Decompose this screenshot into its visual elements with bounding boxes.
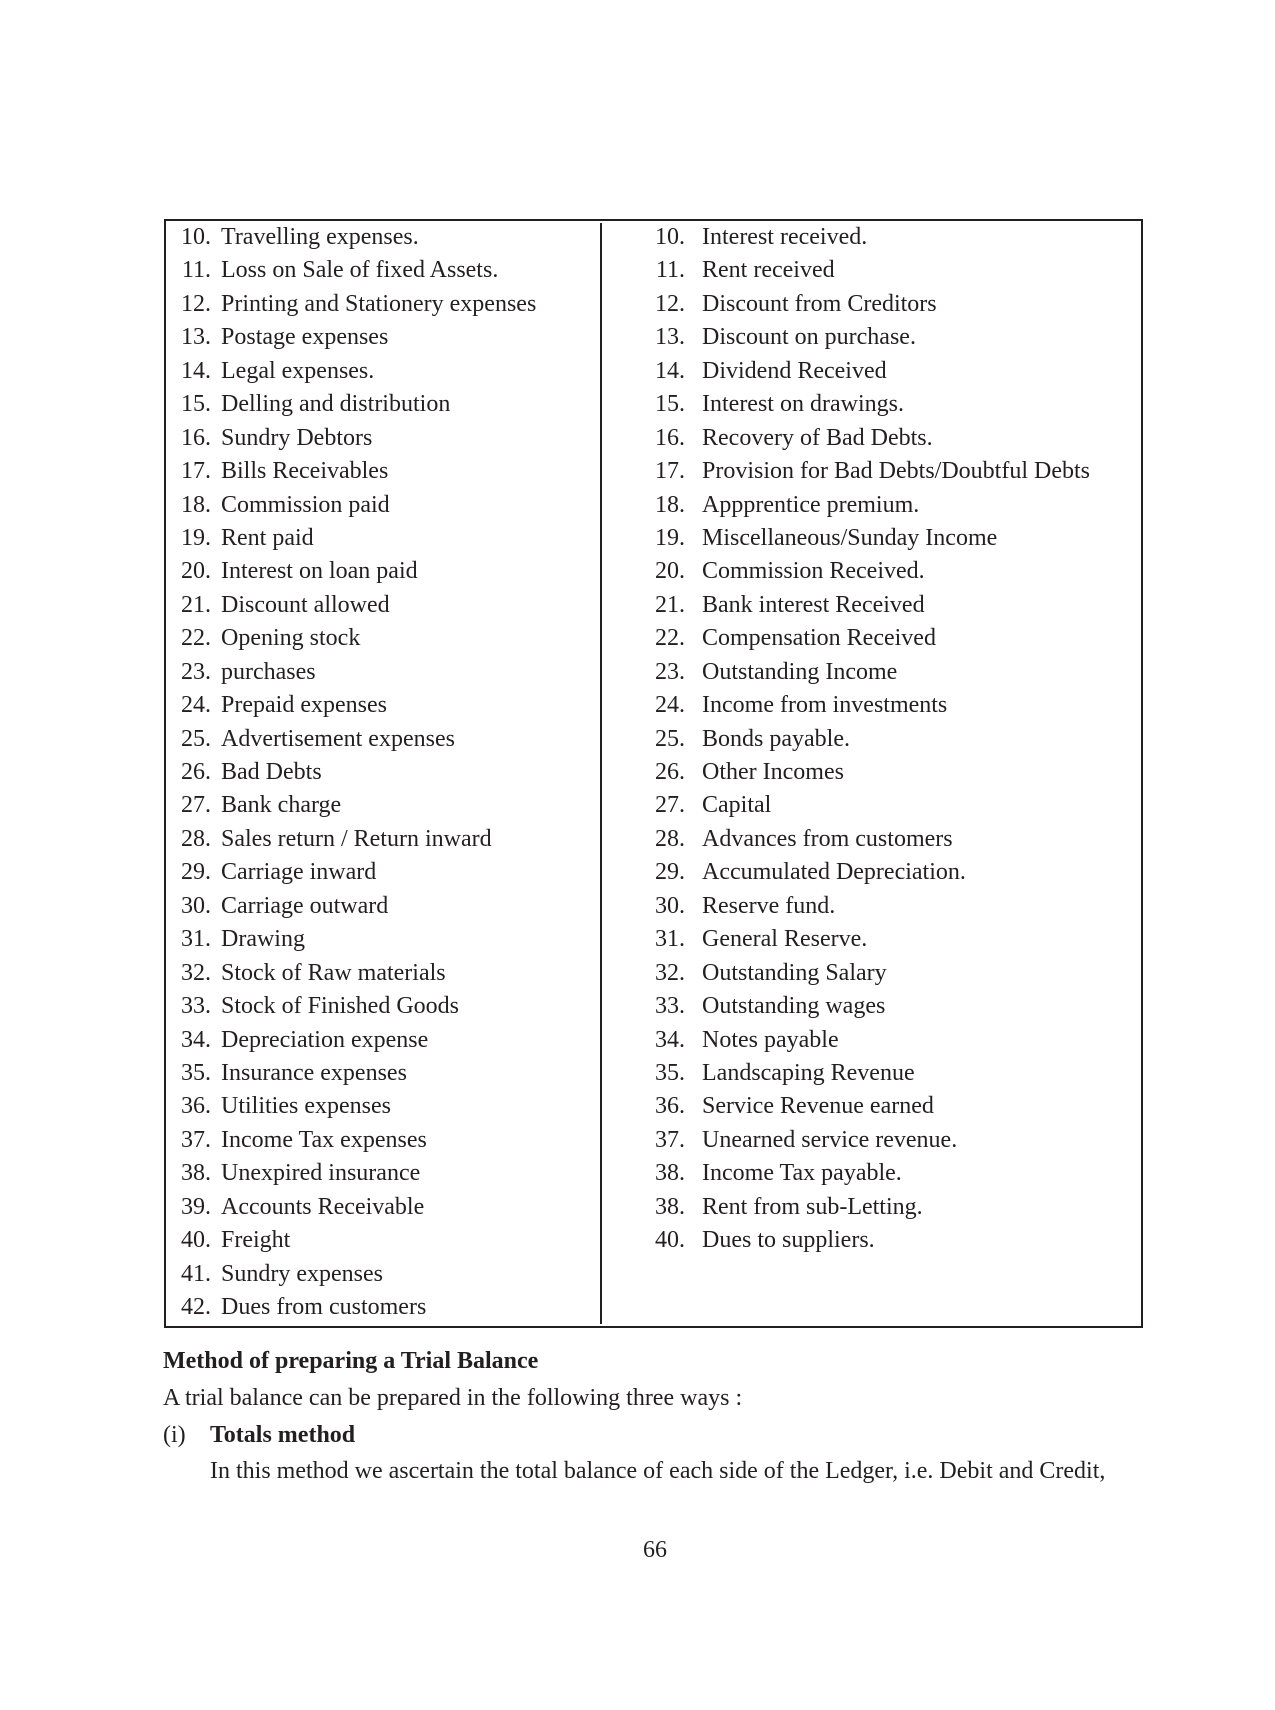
- item-number: 35.: [655, 1059, 685, 1086]
- list-item: [652, 254, 1090, 287]
- item-number: 37.: [655, 1126, 685, 1153]
- item-label: Loss on Sale of fixed Assets.: [221, 257, 499, 284]
- item-label: Outstanding wages: [702, 993, 886, 1020]
- list-item: [652, 288, 1090, 321]
- item-number: 31.: [181, 926, 211, 953]
- item-number: 26.: [181, 759, 211, 785]
- item-number: 17.: [655, 458, 685, 485]
- item-number: 36.: [181, 1093, 211, 1120]
- item-label: Bonds payable.: [702, 725, 850, 752]
- item-label: Income from investments: [702, 692, 948, 719]
- list-item: [178, 1224, 536, 1257]
- item-label: Drawing: [221, 926, 305, 953]
- item-label: Bills Receivables: [221, 458, 389, 485]
- item-number: 24.: [181, 692, 211, 719]
- item-label: Unexpired insurance: [221, 1160, 421, 1187]
- item-number: 36.: [655, 1093, 685, 1120]
- item-label: Postage expenses: [221, 324, 389, 351]
- item-label: Opening stock: [221, 625, 361, 652]
- debit-accounts-column: [178, 221, 536, 1324]
- item-number: 38.: [181, 1160, 211, 1187]
- item-label: Sundry expenses: [221, 1260, 383, 1287]
- item-label: Rent received: [702, 257, 835, 284]
- item-label: Service Revenue earned: [702, 1093, 934, 1120]
- list-item: [652, 823, 1090, 856]
- item-label: Discount allowed: [221, 591, 390, 618]
- item-number: 42.: [181, 1294, 211, 1320]
- item-number: 30.: [181, 892, 211, 919]
- list-item: [178, 288, 536, 321]
- item-number: 40.: [655, 1227, 685, 1254]
- list-item: [178, 1057, 536, 1090]
- item-number: 31.: [655, 926, 685, 953]
- list-item: [652, 555, 1090, 588]
- list-item: [652, 321, 1090, 354]
- item-number: 38.: [655, 1193, 685, 1220]
- method-title: Totals method: [210, 1422, 356, 1448]
- item-label: Carriage outward: [221, 892, 389, 919]
- list-item: [652, 756, 1090, 789]
- item-label: Reserve fund.: [702, 892, 836, 919]
- item-label: Landscaping Revenue: [702, 1059, 915, 1086]
- item-number: 28.: [181, 825, 211, 852]
- item-label: Carriage inward: [221, 859, 377, 886]
- item-number: 18.: [655, 491, 685, 518]
- item-label: Appprentice premium.: [702, 491, 920, 518]
- item-label: Interest received.: [702, 224, 868, 250]
- list-item: [652, 1191, 1090, 1224]
- item-number: 38.: [655, 1160, 685, 1187]
- list-item: [652, 455, 1090, 488]
- item-label: Capital: [702, 792, 772, 819]
- item-label: General Reserve.: [702, 926, 868, 953]
- item-number: 33.: [181, 993, 211, 1020]
- credit-accounts-column: [652, 221, 1090, 1258]
- item-label: Income Tax expenses: [221, 1126, 427, 1153]
- list-item: [178, 789, 536, 822]
- item-number: 28.: [655, 825, 685, 852]
- item-number: 22.: [655, 625, 685, 652]
- list-item: [652, 355, 1090, 388]
- list-item: [652, 923, 1090, 956]
- list-item: [652, 221, 1090, 254]
- list-item: [652, 723, 1090, 756]
- item-number: 11.: [181, 257, 211, 284]
- item-label: Delling and distribution: [221, 391, 451, 418]
- item-number: 41.: [181, 1260, 211, 1287]
- item-label: Miscellaneous/Sunday Income: [702, 524, 998, 551]
- item-label: Recovery of Bad Debts.: [702, 424, 933, 451]
- item-label: Dues from customers: [221, 1294, 427, 1320]
- item-label: purchases: [221, 658, 316, 685]
- list-item: [178, 1090, 536, 1123]
- item-number: 17.: [181, 458, 211, 485]
- list-item: [178, 589, 536, 622]
- item-label: Dividend Received: [702, 357, 887, 384]
- item-number: 12.: [655, 290, 685, 317]
- item-number: 21.: [655, 591, 685, 618]
- list-item: [652, 1024, 1090, 1057]
- section-heading: Method of preparing a Trial Balance: [163, 1348, 539, 1374]
- item-number: 32.: [181, 959, 211, 986]
- item-number: 29.: [655, 859, 685, 886]
- item-number: 35.: [181, 1059, 211, 1086]
- method-marker: (i): [163, 1422, 186, 1448]
- list-item: [178, 823, 536, 856]
- item-label: Bank interest Received: [702, 591, 925, 618]
- item-label: Other Incomes: [702, 759, 844, 785]
- item-label: Income Tax payable.: [702, 1160, 902, 1187]
- section-intro: A trial balance can be prepared in the following three ways :: [163, 1385, 743, 1411]
- list-item: [652, 990, 1090, 1023]
- item-number: 27.: [655, 792, 685, 819]
- item-label: Bad Debts: [221, 759, 322, 785]
- item-number: 15.: [655, 391, 685, 418]
- item-label: Utilities expenses: [221, 1093, 391, 1120]
- list-item: [652, 489, 1090, 522]
- item-label: Depreciation expense: [221, 1026, 429, 1053]
- item-number: 29.: [181, 859, 211, 886]
- list-item: [652, 589, 1090, 622]
- list-item: [178, 923, 536, 956]
- item-label: Commission paid: [221, 491, 390, 518]
- item-label: Advances from customers: [702, 825, 953, 852]
- list-item: [652, 890, 1090, 923]
- list-item: [652, 856, 1090, 889]
- list-item: [178, 689, 536, 722]
- item-number: 21.: [181, 591, 211, 618]
- item-label: Stock of Raw materials: [221, 959, 446, 986]
- item-label: Printing and Stationery expenses: [221, 290, 537, 317]
- list-item: [178, 1258, 536, 1291]
- list-item: [178, 489, 536, 522]
- list-item: [178, 1024, 536, 1057]
- item-label: Stock of Finished Goods: [221, 993, 460, 1020]
- list-item: [178, 856, 536, 889]
- list-item: [652, 789, 1090, 822]
- item-label: Provision for Bad Debts/Doubtful Debts: [702, 458, 1090, 485]
- item-number: 26.: [655, 759, 685, 785]
- item-label: Notes payable: [702, 1026, 839, 1053]
- list-item: [652, 1157, 1090, 1190]
- item-number: 14.: [181, 357, 211, 384]
- item-number: 18.: [181, 491, 211, 518]
- item-number: 20.: [181, 558, 211, 585]
- list-item: [178, 1291, 536, 1324]
- list-item: [178, 555, 536, 588]
- list-item: [178, 522, 536, 555]
- item-label: Unearned service revenue.: [702, 1126, 958, 1153]
- column-divider: [600, 223, 602, 1324]
- item-label: Insurance expenses: [221, 1059, 407, 1086]
- item-label: Rent paid: [221, 524, 314, 551]
- method-description: In this method we ascertain the total balance of each side of the Ledger, i.e. Debit and Credit,: [210, 1458, 1106, 1484]
- list-item: [178, 656, 536, 689]
- item-label: Sales return / Return inward: [221, 825, 492, 852]
- list-item: [652, 522, 1090, 555]
- list-item: [178, 1124, 536, 1157]
- item-number: 16.: [655, 424, 685, 451]
- item-label: Outstanding Income: [702, 658, 898, 685]
- item-label: Rent from sub-Letting.: [702, 1193, 923, 1220]
- item-label: Interest on loan paid: [221, 558, 418, 585]
- list-item: [178, 890, 536, 923]
- list-item: [652, 622, 1090, 655]
- item-number: 22.: [181, 625, 211, 652]
- item-number: 11.: [655, 257, 685, 284]
- list-item: [652, 1090, 1090, 1123]
- item-number: 34.: [655, 1026, 685, 1053]
- item-number: 32.: [655, 959, 685, 986]
- list-item: [178, 221, 536, 254]
- item-number: 27.: [181, 792, 211, 819]
- item-number: 20.: [655, 558, 685, 585]
- item-number: 33.: [655, 993, 685, 1020]
- list-item: [178, 723, 536, 756]
- item-number: 24.: [655, 692, 685, 719]
- accounts-list-box: [164, 219, 1143, 1328]
- item-number: 25.: [181, 725, 211, 752]
- list-item: [178, 422, 536, 455]
- item-number: 13.: [655, 324, 685, 351]
- list-item: [652, 656, 1090, 689]
- list-item: [178, 622, 536, 655]
- list-item: [652, 957, 1090, 990]
- item-number: 15.: [181, 391, 211, 418]
- item-label: Commission Received.: [702, 558, 925, 585]
- list-item: [178, 388, 536, 421]
- item-label: Prepaid expenses: [221, 692, 387, 719]
- list-item: [178, 1191, 536, 1224]
- item-label: Freight: [221, 1227, 291, 1254]
- item-number: 12.: [181, 290, 211, 317]
- list-item: [652, 689, 1090, 722]
- list-item: [652, 1124, 1090, 1157]
- list-item: [178, 957, 536, 990]
- item-number: 10.: [655, 224, 685, 250]
- list-item: [178, 355, 536, 388]
- item-label: Dues to suppliers.: [702, 1227, 875, 1254]
- item-label: Sundry Debtors: [221, 424, 373, 451]
- item-label: Interest on drawings.: [702, 391, 904, 418]
- item-number: 30.: [655, 892, 685, 919]
- item-number: 10.: [181, 224, 211, 250]
- item-number: 40.: [181, 1227, 211, 1254]
- list-item: [178, 990, 536, 1023]
- item-number: 34.: [181, 1026, 211, 1053]
- item-number: 19.: [181, 524, 211, 551]
- list-item: [652, 1057, 1090, 1090]
- list-item: [652, 422, 1090, 455]
- list-item: [178, 254, 536, 287]
- item-number: 37.: [181, 1126, 211, 1153]
- page-number: 66: [643, 1537, 667, 1563]
- item-label: Accumulated Depreciation.: [702, 859, 966, 886]
- list-item: [652, 388, 1090, 421]
- item-number: 23.: [655, 658, 685, 685]
- list-item: [178, 756, 536, 789]
- item-number: 19.: [655, 524, 685, 551]
- list-item: [178, 321, 536, 354]
- item-label: Travelling expenses.: [221, 224, 419, 250]
- item-label: Accounts Receivable: [221, 1193, 425, 1220]
- item-label: Discount from Creditors: [702, 290, 937, 317]
- item-label: Discount on purchase.: [702, 324, 916, 351]
- list-item: [178, 455, 536, 488]
- item-number: 13.: [181, 324, 211, 351]
- item-number: 25.: [655, 725, 685, 752]
- item-label: Legal expenses.: [221, 357, 375, 384]
- item-number: 23.: [181, 658, 211, 685]
- item-number: 14.: [655, 357, 685, 384]
- item-label: Advertisement expenses: [221, 725, 455, 752]
- item-label: Compensation Received: [702, 625, 936, 652]
- list-item: [178, 1157, 536, 1190]
- item-number: 39.: [181, 1193, 211, 1220]
- list-item: [652, 1224, 1090, 1257]
- item-label: Outstanding Salary: [702, 959, 887, 986]
- item-number: 16.: [181, 424, 211, 451]
- item-label: Bank charge: [221, 792, 342, 819]
